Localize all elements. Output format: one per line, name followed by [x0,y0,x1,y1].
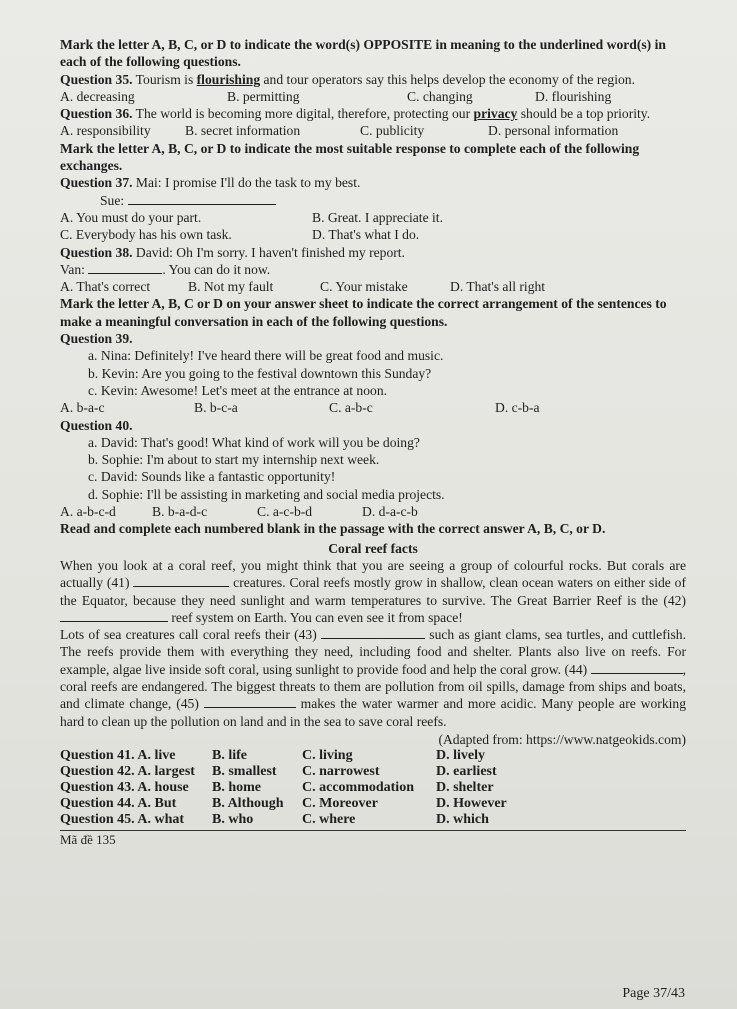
speaker: Van: [60,261,85,277]
answer-row-43 [60,780,507,796]
response-line [60,261,686,278]
answer-question: Question 41. A. live [60,748,176,764]
answer-option-c: C. narrowest [302,764,380,780]
blank-43 [321,626,425,639]
answer-option-d: D. earliest [436,764,497,780]
passage-source: (Adapted from: https://www.natgeokids.com) [438,731,686,747]
option-d: D. d-a-c-b [362,504,418,520]
options-40 [60,503,686,520]
answer-option-c: C. living [302,748,353,764]
question-36 [60,105,686,122]
blank-45 [204,695,296,708]
passage-text: , coral reefs are endangered. The biggest threats to them are pollution from oil spills, damage from ships and boats, and climate change, (45) [60,661,686,712]
question-text: and tour operators say this helps develop the economy of the region. [260,71,635,87]
question-text: Mai: I promise I'll do the task to my best. [132,175,361,191]
question-40-label: Question 40. [60,417,133,433]
answer-question: Question 44. A. But [60,796,177,812]
answer-row-42 [60,764,507,780]
option-c: C. publicity [360,123,425,139]
answer-options-table [60,748,507,828]
options-39 [60,399,686,416]
option-c: C. Everybody has his own task. [60,227,232,243]
option-a: A. You must do your part. [60,209,202,225]
response-text: . You can do it now. [162,261,271,277]
speaker: Sue: [100,192,125,208]
question-label: Question 36. [60,106,133,122]
option-a: A. That's correct [60,279,151,295]
answer-blank [128,192,276,205]
exam-code: Mã đề 135 [60,832,116,848]
option-d: D. personal information [488,123,619,139]
underlined-word: flourishing [196,71,261,87]
question-text: should be a top priority. [517,106,651,122]
question-text: David: Oh I'm sorry. I haven't finished my report. [132,244,405,260]
question-35 [60,71,686,88]
answer-row-45 [60,812,507,828]
options-37 [60,209,686,226]
page-content [60,36,686,848]
option-a: A. b-a-c [60,400,105,416]
passage-text: such as giant clams, sea turtles, and cuttlefish. The reefs provide them with everything they need, including food and shelter. Plants also live on reefs. For example, algae live inside soft coral, using sunlight to provide food and help the coral grow. (44) [60,627,687,677]
answer-question: Question 43. A. house [60,780,189,796]
passage-text: makes the water warmer and more acidic. Many people are working hard to clean up the pollution on land and in the sea to save coral reefs. [60,696,686,729]
answer-question: Question 42. A. largest [60,764,195,780]
question-label: Question 37. [60,175,133,191]
answer-option-b: B. who [212,812,254,828]
instruction-response: Mark the letter A, B, C, or D to indicate the most suitable response to complete each of the following exchanges. [60,140,640,174]
answer-option-b: B. life [212,748,247,764]
option-d: D. c-b-a [495,400,540,416]
answer-option-b: B. smallest [212,764,277,780]
option-c: C. Your mistake [320,279,408,295]
option-b: B. b-c-a [194,400,238,416]
options-35 [60,88,686,105]
question-text: Tourism is [132,71,197,87]
options-36 [60,122,686,139]
conversation-line: a. David: That's good! What kind of work will you be doing? [88,434,420,450]
option-b: B. permitting [227,88,300,104]
conversation-line: b. Kevin: Are you going to the festival downtown this Sunday? [88,365,432,381]
passage-text: When you look at a coral reef, you might think that you are seeing a group of colourful rocks. But corals are actually (41) [60,557,686,591]
blank-41 [133,574,229,587]
options-38 [60,278,686,295]
conversation-line: d. Sophie: I'll be assisting in marketing and social media projects. [88,486,445,502]
passage-text: creatures. Coral reefs mostly grow in shallow, clean ocean waters on either side of the Equator, because they need sunlight and warm temperatures to survive. The Great Barrier Reef is the (42) [60,575,686,608]
answer-question: Question 45. A. what [60,812,185,828]
passage-paragraph-2 [60,626,686,730]
conversation-line: a. Nina: Definitely! I've heard there will be great food and music. [88,348,444,364]
answer-option-b: B. home [212,780,261,796]
question-38 [60,244,686,261]
answer-option-c: C. where [302,812,356,828]
passage-paragraph-1 [60,557,686,626]
instruction-passage: Read and complete each numbered blank in the passage with the correct answer A, B, C, or D. [60,521,606,537]
option-c: C. a-b-c [329,400,373,416]
conversation-line: b. Sophie: I'm about to start my internship next week. [88,452,380,468]
option-d: D. That's what I do. [312,227,420,243]
question-text: The world is becoming more digital, therefore, protecting our [132,106,474,122]
answer-option-d: D. shelter [436,780,494,796]
option-a: A. responsibility [60,123,151,139]
option-b: B. Not my fault [188,279,274,295]
options-37b [60,226,686,243]
option-b: B. secret information [185,123,301,139]
option-c: C. changing [407,88,473,104]
underlined-word: privacy [473,106,518,122]
option-d: D. flourishing [535,88,612,104]
option-c: C. a-c-b-d [257,504,313,520]
instruction-arrangement: Mark the letter A, B, C or D on your answer sheet to indicate the correct arrangement of the sentences to make a meaningful conversation in each of the following questions. [60,296,667,329]
conversation-line: c. David: Sounds like a fantastic opportunity! [88,469,336,485]
answer-option-b: B. Although [212,796,284,812]
answer-option-c: C. Moreover [302,796,378,812]
instruction-opposite: Mark the letter A, B, C, or D to indicate the word(s) OPPOSITE in meaning to the underlined word(s) in each of the following questions. [60,37,666,70]
answer-option-d: D. which [436,812,489,828]
answer-option-d: D. However [436,796,507,812]
conversation-line: c. Kevin: Awesome! Let's meet at the entrance at noon. [88,382,388,398]
passage-title: Coral reef facts [328,540,418,556]
answer-row-41 [60,748,507,764]
blank-42 [60,609,168,622]
answer-option-d: D. lively [436,748,485,764]
blank-44 [591,661,683,674]
question-39-label: Question 39. [60,331,133,347]
passage-text: reef system on Earth. You can even see it from space! [168,609,463,625]
page-number: Page 37/43 [622,986,685,1001]
question-label: Question 38. [60,244,133,260]
answer-row-44 [60,796,507,812]
option-b: B. b-a-d-c [152,504,208,520]
option-a: A. decreasing [60,88,135,104]
option-b: B. Great. I appreciate it. [312,209,443,225]
answer-option-c: C. accommodation [302,780,414,796]
response-line [60,192,686,209]
option-d: D. That's all right [450,279,546,295]
question-label: Question 35. [60,71,133,87]
option-a: A. a-b-c-d [60,504,116,520]
passage-text: Lots of sea creatures call coral reefs their (43) [60,627,322,643]
answer-blank [88,261,162,274]
question-37 [60,174,686,191]
